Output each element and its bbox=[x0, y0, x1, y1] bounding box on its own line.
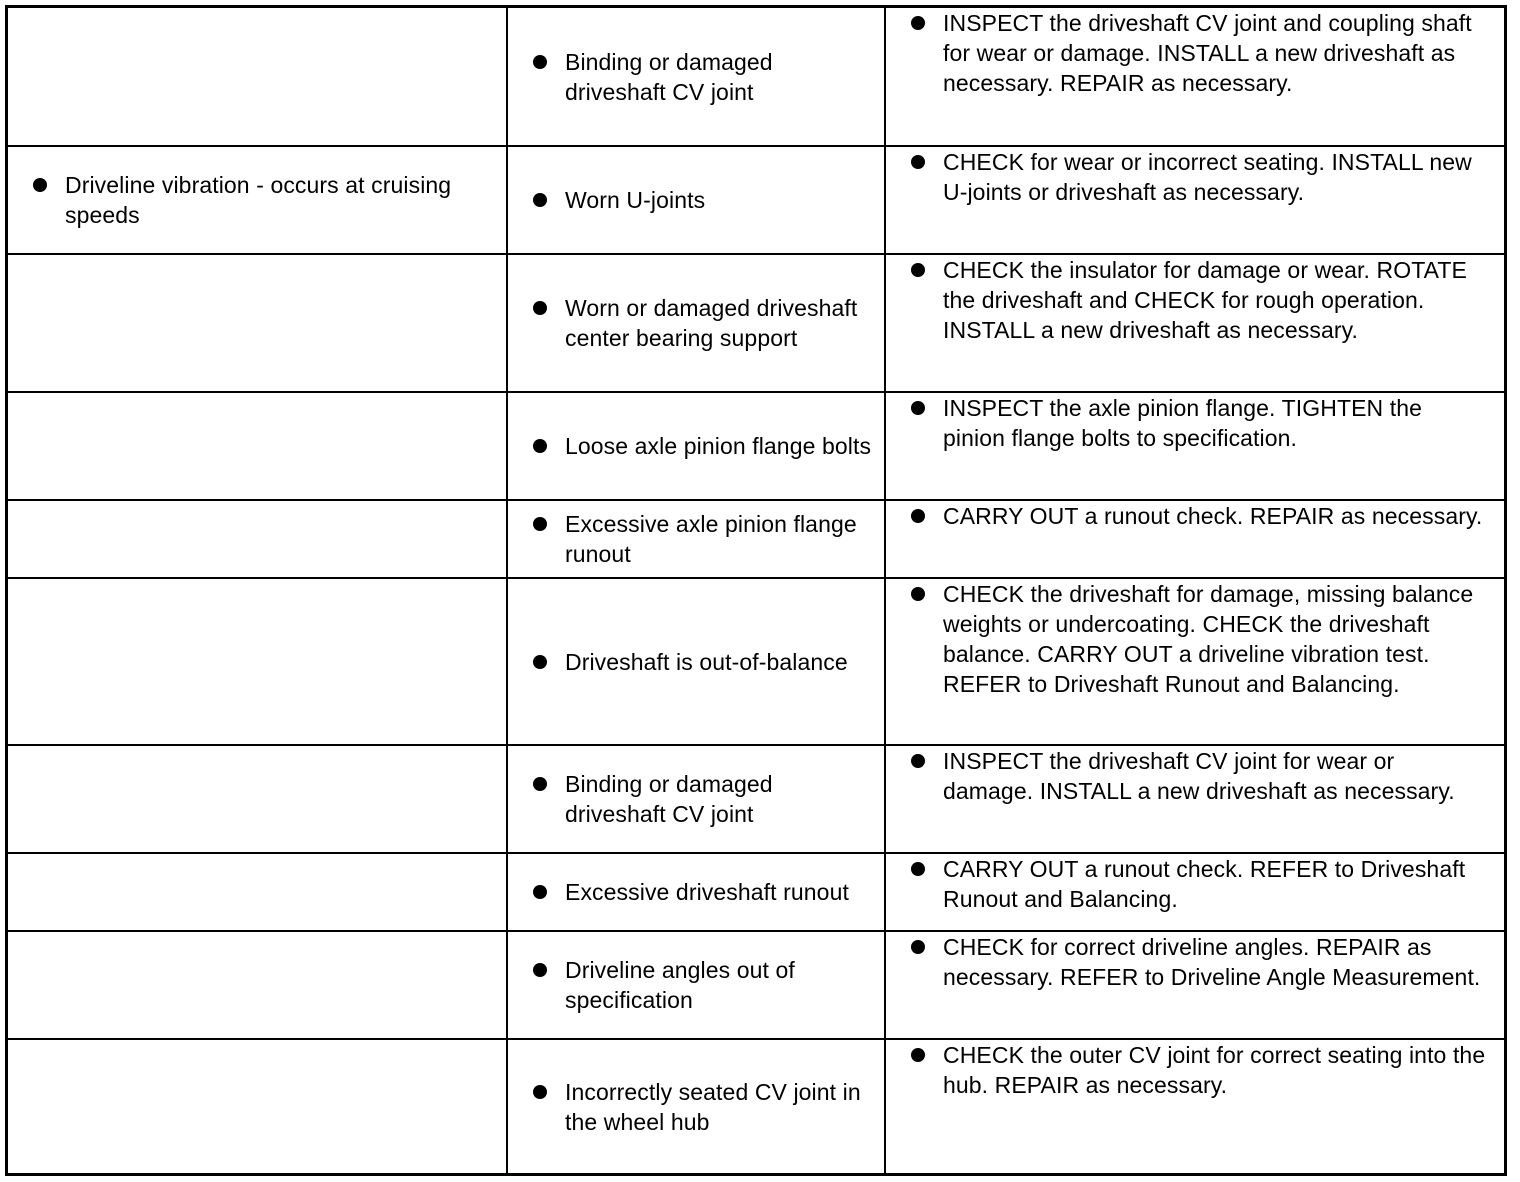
bullet-icon bbox=[911, 754, 925, 768]
cause-cell bbox=[507, 146, 885, 254]
bullet-icon bbox=[533, 517, 547, 531]
cause-text: Loose axle pinion flange bolts bbox=[565, 433, 872, 459]
condition-cell bbox=[8, 1039, 507, 1173]
action-cell bbox=[885, 146, 1504, 254]
cause-text: Driveline angles out of specification bbox=[565, 957, 795, 1013]
action-text: CARRY OUT a runout check. REPAIR as necessary. bbox=[943, 503, 1483, 529]
action-cell bbox=[885, 853, 1504, 931]
cause-text: Binding or damaged driveshaft CV joint bbox=[565, 771, 773, 827]
cause-cell bbox=[507, 392, 885, 500]
cause-text: Driveshaft is out-of-balance bbox=[565, 648, 848, 675]
condition-cell bbox=[8, 146, 507, 254]
action-cell bbox=[885, 500, 1504, 578]
cause-cell bbox=[507, 578, 885, 745]
condition-text: Driveline vibration - occurs at cruising speeds bbox=[65, 172, 452, 228]
cause-text: Worn or damaged driveshaft center bearing support bbox=[565, 295, 858, 351]
action-text: CHECK the insulator for damage or wear. ROTATE the driveshaft and CHECK for rough operation. INSTALL a new driveshaft as necessary. bbox=[943, 257, 1467, 343]
bullet-icon bbox=[533, 885, 547, 899]
condition-cell bbox=[8, 254, 507, 392]
action-cell bbox=[885, 392, 1504, 500]
bullet-icon bbox=[911, 587, 925, 601]
cause-cell bbox=[507, 1039, 885, 1173]
condition-cell bbox=[8, 853, 507, 931]
table-row bbox=[8, 392, 1504, 500]
bullet-icon bbox=[533, 439, 547, 453]
bullet-icon bbox=[911, 16, 925, 30]
cause-cell bbox=[507, 254, 885, 392]
condition-cell bbox=[8, 578, 507, 745]
bullet-icon bbox=[911, 155, 925, 169]
bullet-icon bbox=[533, 963, 547, 977]
table-row bbox=[8, 8, 1504, 146]
condition-cell bbox=[8, 745, 507, 853]
cause-text: Excessive driveshaft runout bbox=[565, 879, 849, 905]
table-row bbox=[8, 745, 1504, 853]
action-cell bbox=[885, 578, 1504, 745]
bullet-icon bbox=[911, 509, 925, 523]
action-text: CARRY OUT a runout check. REFER to Driveshaft Runout and Balancing. bbox=[943, 856, 1466, 912]
cause-text: Incorrectly seated CV joint in the wheel hub bbox=[565, 1078, 861, 1135]
cause-cell bbox=[507, 853, 885, 931]
action-cell bbox=[885, 1039, 1504, 1173]
condition-cell bbox=[8, 500, 507, 578]
bullet-icon bbox=[911, 940, 925, 954]
cause-cell bbox=[507, 931, 885, 1039]
table-row bbox=[8, 931, 1504, 1039]
cause-cell bbox=[507, 500, 885, 578]
action-text: CHECK the outer CV joint for correct seating into the hub. REPAIR as necessary. bbox=[943, 1042, 1486, 1098]
table-row bbox=[8, 578, 1504, 745]
table-row bbox=[8, 146, 1504, 254]
action-cell bbox=[885, 254, 1504, 392]
diagnosis-table-frame bbox=[5, 5, 1507, 1176]
condition-cell bbox=[8, 8, 507, 146]
bullet-icon bbox=[533, 301, 547, 315]
bullet-icon bbox=[911, 1048, 925, 1062]
action-text: INSPECT the axle pinion flange. TIGHTEN the pinion flange bolts to specification. bbox=[943, 395, 1423, 451]
diagnosis-table bbox=[8, 8, 1504, 1173]
bullet-icon bbox=[911, 401, 925, 415]
action-cell bbox=[885, 745, 1504, 853]
action-text: CHECK for correct driveline angles. REPAIR as necessary. REFER to Driveline Angle Measurement. bbox=[943, 934, 1481, 990]
bullet-icon bbox=[33, 178, 47, 192]
action-text: INSPECT the driveshaft CV joint and coupling shaft for wear or damage. INSTALL a new driveshaft as necessary. REPAIR as necessary. bbox=[943, 10, 1472, 96]
cause-cell bbox=[507, 745, 885, 853]
table-row bbox=[8, 254, 1504, 392]
bullet-icon bbox=[911, 862, 925, 876]
bullet-icon bbox=[533, 193, 547, 207]
action-cell bbox=[885, 931, 1504, 1039]
cause-text: Excessive axle pinion flange runout bbox=[565, 511, 857, 567]
action-text: CHECK for wear or incorrect seating. INSTALL new U-joints or driveshaft as necessary. bbox=[943, 149, 1472, 205]
table-row bbox=[8, 853, 1504, 931]
cause-text: Binding or damaged driveshaft CV joint bbox=[565, 48, 773, 105]
action-text: INSPECT the driveshaft CV joint for wear or damage. INSTALL a new driveshaft as necessary. bbox=[943, 748, 1455, 804]
action-cell bbox=[885, 8, 1504, 146]
condition-cell bbox=[8, 392, 507, 500]
bullet-icon bbox=[533, 777, 547, 791]
table-row bbox=[8, 1039, 1504, 1173]
action-text: CHECK the driveshaft for damage, missing balance weights or undercoating. CHECK the driveshaft balance. CARRY OUT a driveline vibration test. REFER to Driveshaft Runout and Balancing. bbox=[943, 581, 1474, 697]
bullet-icon bbox=[533, 655, 547, 669]
cause-text: Worn U-joints bbox=[565, 187, 706, 213]
bullet-icon bbox=[533, 1085, 547, 1099]
bullet-icon bbox=[533, 55, 547, 69]
condition-cell bbox=[8, 931, 507, 1039]
table-row bbox=[8, 500, 1504, 578]
cause-cell bbox=[507, 8, 885, 146]
bullet-icon bbox=[911, 263, 925, 277]
